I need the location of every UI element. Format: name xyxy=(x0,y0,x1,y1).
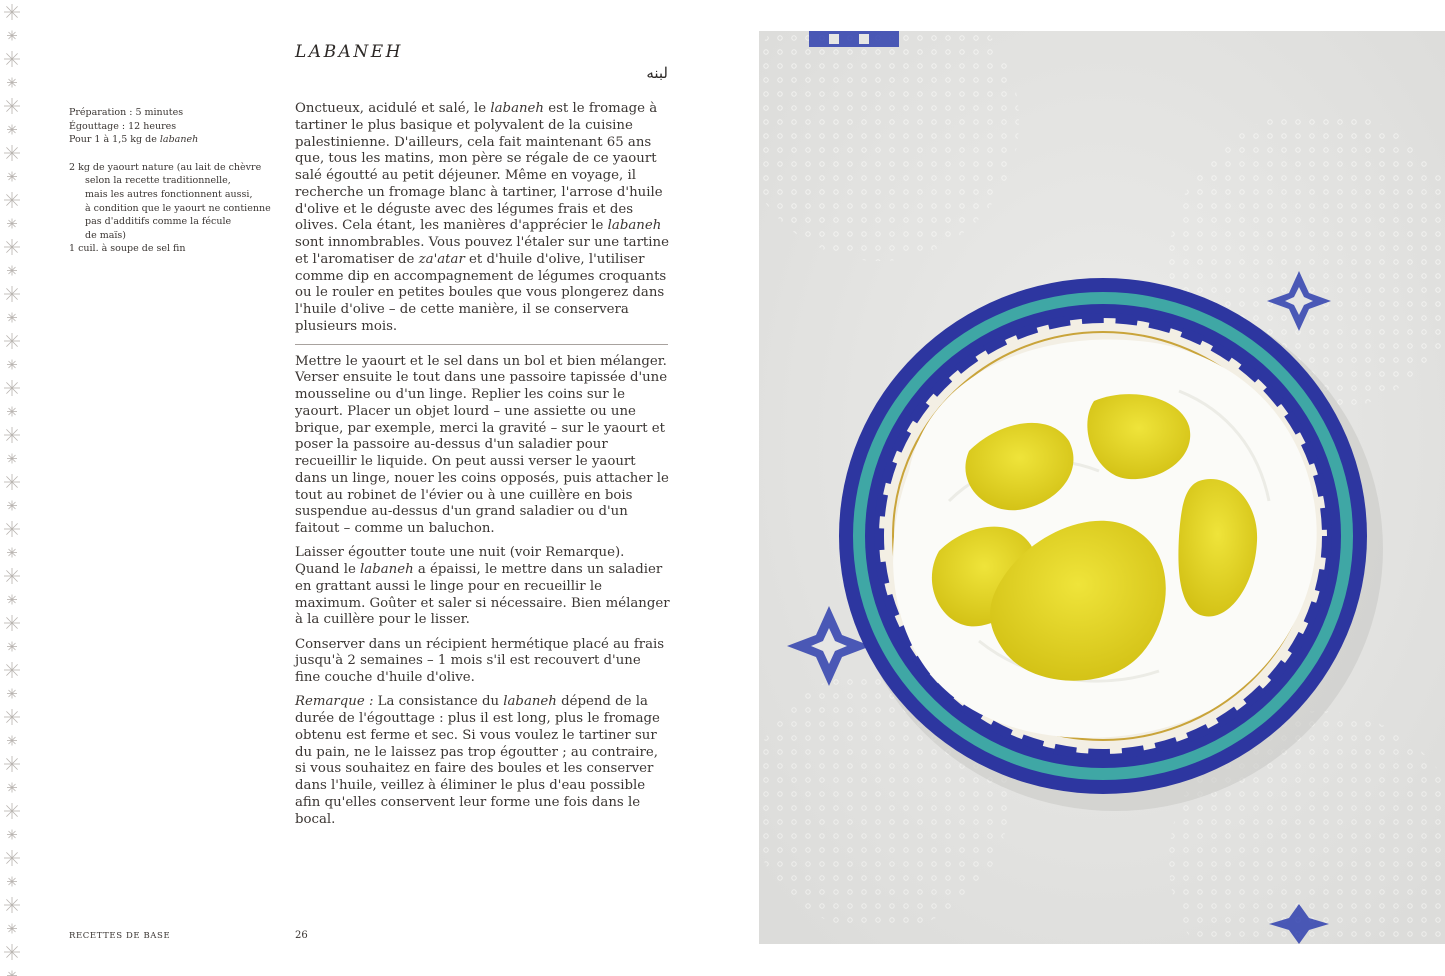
ornament-border-strip xyxy=(0,0,26,976)
ornament-motif xyxy=(4,709,20,725)
ornament-motif xyxy=(4,239,20,255)
ornament-motif xyxy=(4,427,20,443)
ornament-motif xyxy=(4,4,20,20)
ornament-motif xyxy=(4,380,20,396)
page-number: 26 xyxy=(295,930,308,941)
recipe-meta xyxy=(69,106,269,256)
ornament-motif xyxy=(7,924,17,934)
embroidery-motif xyxy=(809,31,899,47)
ornament-motif xyxy=(7,501,17,511)
intro-paragraph xyxy=(295,101,670,336)
text-run: Conserver dans un récipient hermétique placé au frais jusqu'à 2 semaines – 1 mois s'il est recouvert d'une fine couche d'huile d'olive. xyxy=(295,636,665,685)
ornament-motif xyxy=(7,971,17,976)
italic-term: labaneh xyxy=(607,218,662,234)
timing-block xyxy=(69,106,269,147)
ornament-motif xyxy=(4,521,20,537)
text-run: a épaissi, le mettre dans un saladier en grattant aussi le linge pour en recueillir le maximum. Goûter et saler si nécessaire. Bien mélanger à la cuillère pour le lisser. xyxy=(295,562,670,628)
ornament-motif xyxy=(7,689,17,699)
ornament-motif xyxy=(7,313,17,323)
yield-prefix: Pour 1 à 1,5 kg de xyxy=(69,134,160,146)
text-run: Laisser égoutter toute une nuit (voir Remarque). Quand le xyxy=(295,545,625,577)
ornament-motif xyxy=(7,877,17,887)
draining-time: Égouttage : 12 heures xyxy=(69,120,177,132)
ingredient-list xyxy=(69,161,269,256)
ornament-motif xyxy=(7,78,17,88)
method-steps xyxy=(295,354,670,829)
ornament-motif xyxy=(7,595,17,605)
ornament-motif xyxy=(7,31,17,41)
recipe-title: LABANEH xyxy=(295,42,403,62)
ornament-motif xyxy=(7,548,17,558)
italic-term: labaneh xyxy=(360,562,414,577)
section-divider xyxy=(295,344,668,345)
labaneh-photo xyxy=(759,31,1445,944)
ingredient-line: 2 kg de yaourt nature (au lait de chèvre xyxy=(69,161,262,173)
ornament-motif xyxy=(7,642,17,652)
ingredient-item xyxy=(69,161,269,243)
ingredient-item xyxy=(69,242,269,256)
ornament-motif xyxy=(7,407,17,417)
method-paragraph xyxy=(295,354,670,538)
text-run: sont innombrables. Vous pouvez l'étaler sur une tartine et l'aromatiser de xyxy=(295,235,669,267)
ornament-motif xyxy=(4,98,20,114)
ingredient-line: de maïs) xyxy=(85,229,127,241)
yield xyxy=(69,133,269,147)
ingredient-line: à condition que le yaourt ne contienne xyxy=(85,202,271,214)
ornament-motif xyxy=(7,125,17,135)
ornament-motif xyxy=(4,803,20,819)
recipe-body xyxy=(295,101,670,836)
ornament-motif xyxy=(7,172,17,182)
text-run: est le fromage à tartiner le plus basique et polyvalent de la cuisine palestinienne. D'ailleurs, cela fait maintenant 65 ans que, tous les matins, mon père se régale de ce yaourt salé égoutté au petit déjeuner. Même en voyage, il recherche un fromage blanc à tartiner, l'arrose d'huile d'olive et le déguste avec des légumes frais et des olives. Cela étant, les manières d'apprécier le xyxy=(295,101,663,234)
ornament-motif xyxy=(4,662,20,678)
text-run: dépend de la durée de l'égouttage : plus il est long, plus le fromage obtenu est ferme et sec. Si vous voulez le tartiner sur du pain, ne le laissez pas trop égoutter ; au contraire, si vous souhaitez en faire des boules et les conserver dans l'huile, veillez à éliminer le plus d'eau possible afin qu'elles conservent leur forme une fois dans le bocal. xyxy=(295,694,660,827)
italic-term: Remarque : xyxy=(295,694,374,710)
method-paragraph xyxy=(295,637,670,687)
ornament-motif xyxy=(7,266,17,276)
ornament-motif xyxy=(4,897,20,913)
ornament-motif xyxy=(7,736,17,746)
yield-term: labaneh xyxy=(159,134,199,146)
italic-term: za'atar xyxy=(418,251,465,267)
text-run: Mettre le yaourt et le sel dans un bol et bien mélanger. Verser ensuite le tout dans une passoire tapissée d'une mousseline ou d'un linge. Replier les coins sur le yaourt. Placer un objet lourd – une assiette ou une brique, par exemple, merci la gravité – sur le yaourt et poser la passoire au-dessus d'un saladier pour recueillir le liquide. On peut aussi verser le yaourt dans un linge, nouer les coins opposés, puis attacher le tout au robinet de l'évier ou à une cuillère en bois suspendue au-dessus d'un grand saladier ou d'un faitout – comme un baluchon. xyxy=(295,353,669,536)
ornament-motif xyxy=(4,944,20,960)
ornament-motif xyxy=(7,454,17,464)
method-paragraph xyxy=(295,694,670,828)
ingredient-line: selon la recette traditionnelle, xyxy=(85,175,231,187)
text-run: Onctueux, acidulé et salé, le xyxy=(295,101,491,116)
ornament-motif xyxy=(4,568,20,584)
ornament-motif xyxy=(4,145,20,161)
ornament-motif xyxy=(4,192,20,208)
ornament-motif xyxy=(4,51,20,67)
ingredient-line: pas d'additifs comme la fécule xyxy=(85,216,232,228)
ingredient-line: mais les autres fonctionnent aussi, xyxy=(85,188,253,200)
ornament-motif xyxy=(4,474,20,490)
ornament-motif xyxy=(4,756,20,772)
photo-illustration xyxy=(759,31,1445,944)
ornament-motif xyxy=(7,360,17,370)
ornament-motif xyxy=(4,286,20,302)
ornament-motif xyxy=(7,830,17,840)
ornament-motif xyxy=(7,219,17,229)
method-paragraph xyxy=(295,545,670,629)
preparation-time: Préparation : 5 minutes xyxy=(69,107,184,118)
italic-term: labaneh xyxy=(490,101,544,116)
ornament-motif xyxy=(4,615,20,631)
running-footer-section: RECETTES DE BASE xyxy=(69,931,171,941)
ornament-motif xyxy=(7,783,17,793)
recipe-arabic-title: لبنه xyxy=(646,64,668,82)
text-run: La consistance du xyxy=(373,694,504,710)
ingredient-line: 1 cuil. à soupe de sel fin xyxy=(69,243,186,255)
italic-term: labaneh xyxy=(503,694,557,710)
ornament-motif xyxy=(4,333,20,349)
text-run: et d'huile d'olive, l'utiliser comme dip en accompagnement de légumes croquants ou le rouler en petites boules que vous plongerez dans l'huile d'olive – de cette manière, il se conservera plusieurs mois. xyxy=(295,251,667,334)
ornament-motif xyxy=(4,850,20,866)
